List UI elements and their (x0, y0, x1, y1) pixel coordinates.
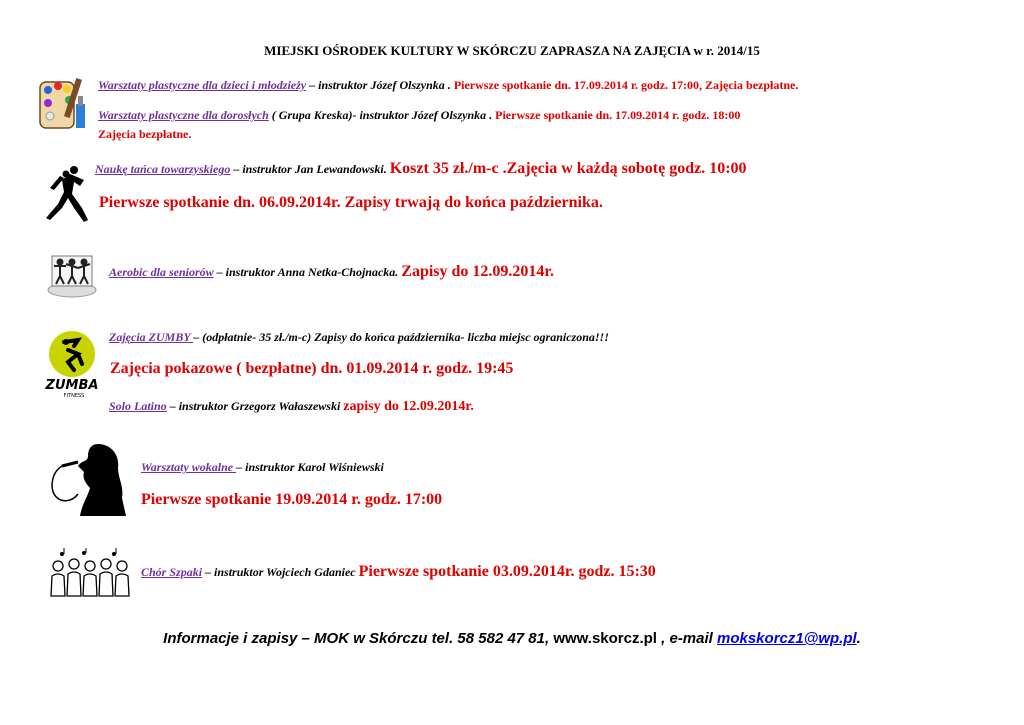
latino-instructor: – instruktor Grzegorz Wałaszewski (166, 399, 344, 413)
footer-url[interactable]: www.skorcz.pl (553, 630, 657, 647)
zumba-info: Zajęcia pokazowe ( bezpłatne) dn. 01.09.2014 r. godz. 19:45 (110, 360, 514, 377)
art-adults-info: Pierwsze spotkanie dn. 17.09.2014 r. godz. 18:00 (495, 108, 741, 122)
zumba-link[interactable]: Zajęcia ZUMBY (109, 330, 194, 344)
footer-text: Informacje i zapisy – MOK w Skórczu tel. 58 582 47 81, (163, 630, 554, 647)
latino-link[interactable]: Solo Latino (109, 399, 167, 413)
choir-link[interactable]: Chór Szpaki (141, 565, 203, 579)
vocal-info: Pierwsze spotkanie 19.09.2014 r. godz. 17:00 (141, 491, 443, 508)
aerobic-instructor: – instruktor Anna Netka-Chojnacka. (213, 265, 402, 279)
choir-info: Pierwsze spotkanie 03.09.2014r. godz. 15:30 (358, 563, 656, 580)
choir-instructor: – instruktor Wojciech Gdaniec (202, 565, 359, 579)
dance-info: Koszt 35 zł./m-c .Zajęcia w każdą sobotę godz. 10:00 (389, 160, 747, 177)
footer-email-label: , e-mail (656, 630, 717, 647)
dance-info2: Pierwsze spotkanie dn. 06.09.2014r. Zapisy trwają do końca października. (99, 194, 603, 211)
dance-link[interactable]: Naukę tańca towarzyskiego (95, 162, 231, 176)
zumba-logo-icon (44, 330, 100, 400)
dancers-icon (44, 164, 100, 224)
aerobic-icon (46, 250, 98, 298)
footer (0, 630, 1024, 647)
singer-icon (48, 442, 130, 518)
art-adults-info2: Zajęcia bezpłatne. (98, 127, 192, 141)
choir-icon (48, 548, 132, 600)
palette-icon (36, 74, 88, 132)
dance-instructor: – instruktor Jan Lewandowski. (230, 162, 390, 176)
aerobic-info: Zapisy do 12.09.2014r. (401, 263, 555, 280)
art-adults-link[interactable]: Warsztaty plastyczne dla dorosłych (98, 108, 269, 122)
aerobic-link[interactable]: Aerobic dla seniorów (109, 265, 214, 279)
vocal-instructor: – instruktor Karol Wiśniewski (236, 460, 384, 474)
footer-end: . (856, 630, 861, 647)
art-kids-info: Pierwsze spotkanie dn. 17.09.2014 r. godz. 17:00, Zajęcia bezpłatne. (453, 78, 799, 92)
vocal-link[interactable]: Warsztaty wokalne (141, 460, 237, 474)
page-title: MIEJSKI OŚRODEK KULTURY W SKÓRCZU ZAPRASZA NA ZAJĘCIA w r. 2014/15 (264, 43, 760, 58)
zumba-instructor: – (odpłatnie- 35 zł./m-c) Zapisy do końca października- liczba miejsc ograniczona!!! (193, 330, 609, 344)
art-adults-instructor: ( Grupa Kreska)- instruktor Józef Olszynka . (268, 108, 496, 122)
zumba-logo-sub: FITNESS (63, 393, 85, 399)
art-kids-link[interactable]: Warsztaty plastyczne dla dzieci i młodzieży (98, 78, 307, 92)
zumba-logo-text: ZUMBA (45, 378, 99, 393)
art-kids-instructor: – instruktor Józef Olszynka . (306, 78, 454, 92)
latino-info: zapisy do 12.09.2014r. (343, 399, 474, 414)
footer-email-link[interactable]: mokskorcz1@wp.pl (717, 630, 857, 647)
